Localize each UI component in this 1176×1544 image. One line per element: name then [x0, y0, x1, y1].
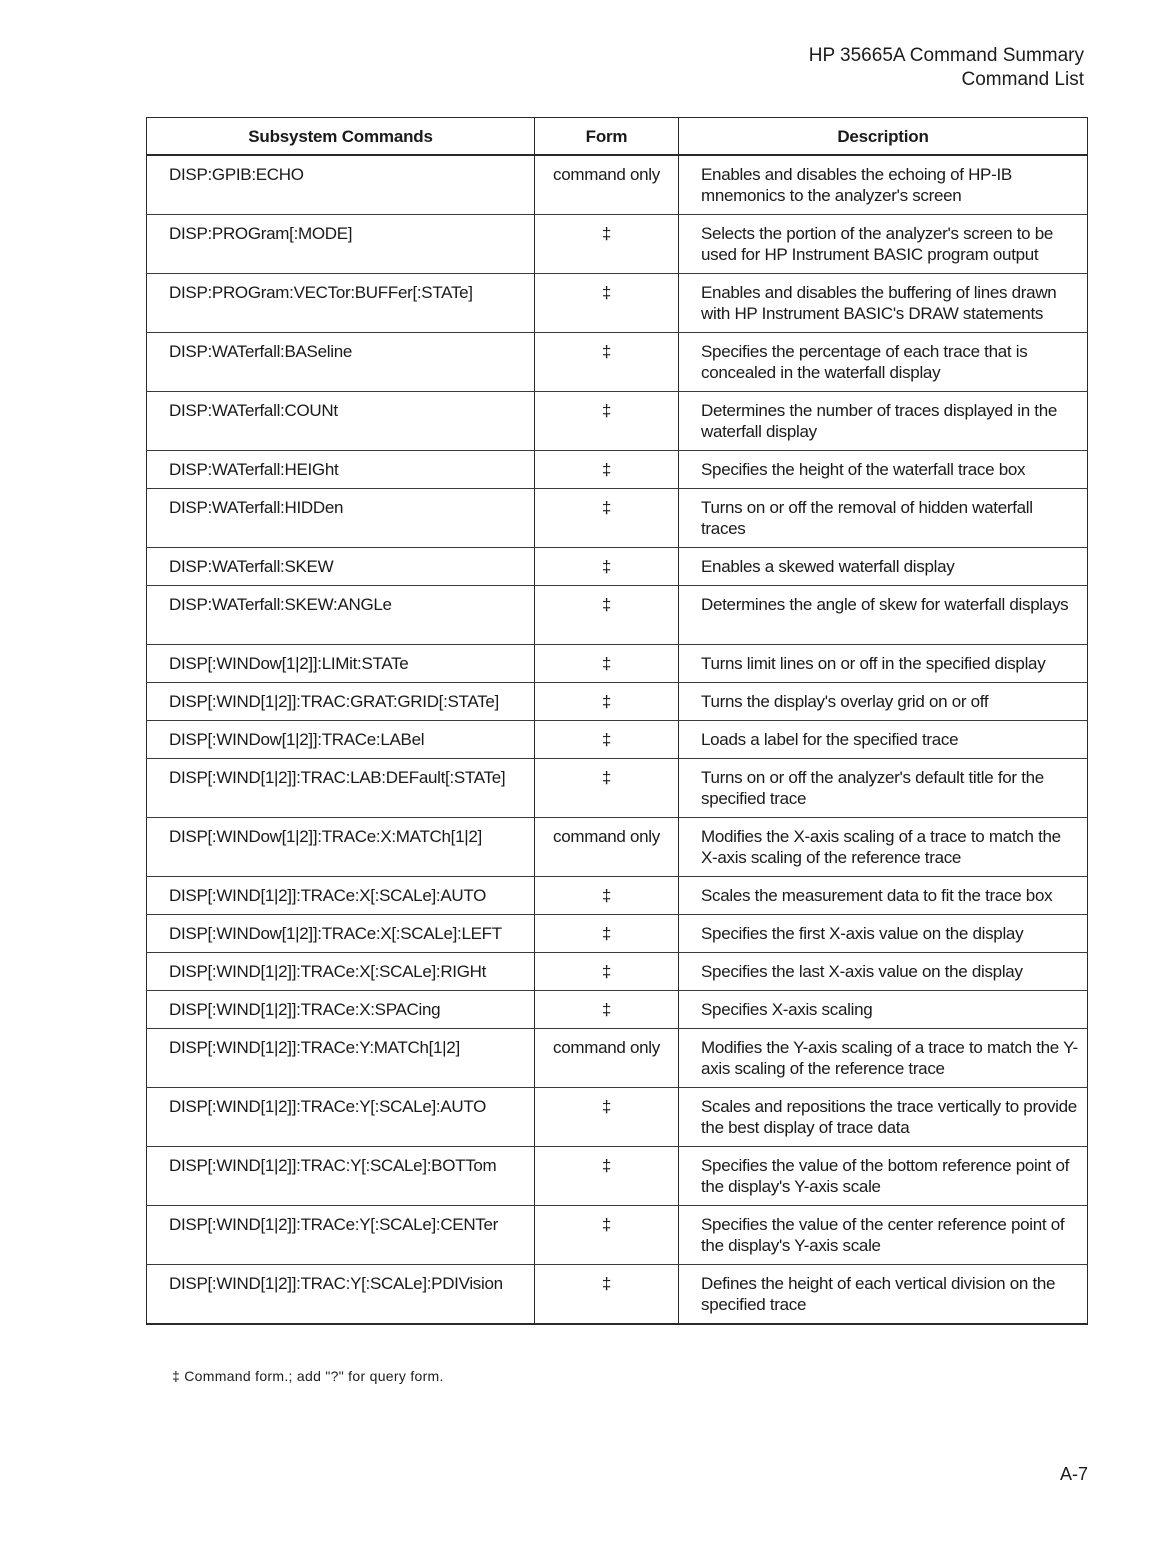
form-cell: ‡: [535, 645, 679, 683]
table-row: [147, 915, 1088, 953]
form-cell: ‡: [535, 1088, 679, 1147]
table-row: [147, 721, 1088, 759]
command-cell: DISP:WATerfall:SKEW: [147, 548, 535, 586]
column-header-description: Description: [679, 118, 1088, 156]
description-cell: Determines the angle of skew for waterfall displays: [679, 586, 1088, 645]
command-cell: DISP[:WIND[1|2]]:TRACe:Y:MATCh[1|2]: [147, 1029, 535, 1088]
form-cell: ‡: [535, 915, 679, 953]
table-row: [147, 1147, 1088, 1206]
form-cell: ‡: [535, 683, 679, 721]
form-cell: ‡: [535, 451, 679, 489]
description-cell: Turns on or off the analyzer's default title for the specified trace: [679, 759, 1088, 818]
command-cell: DISP:WATerfall:BASeline: [147, 333, 535, 392]
table-row: [147, 953, 1088, 991]
page-number: A-7: [1059, 1464, 1088, 1484]
form-cell: ‡: [535, 392, 679, 451]
description-cell: Specifies the value of the center reference point of the display's Y-axis scale: [679, 1206, 1088, 1265]
command-cell: DISP:WATerfall:COUNt: [147, 392, 535, 451]
column-header-form: Form: [535, 118, 679, 156]
command-cell: DISP[:WIND[1|2]]:TRAC:Y[:SCALe]:PDIVision: [147, 1265, 535, 1325]
command-cell: DISP:PROGram:VECTor:BUFFer[:STATe]: [147, 274, 535, 333]
form-cell: ‡: [535, 333, 679, 392]
table-row: [147, 451, 1088, 489]
table-row: [147, 991, 1088, 1029]
command-cell: DISP:PROGram[:MODE]: [147, 215, 535, 274]
description-cell: Enables a skewed waterfall display: [679, 548, 1088, 586]
form-cell: ‡: [535, 274, 679, 333]
table-row: [147, 1206, 1088, 1265]
command-cell: DISP:WATerfall:HEIGht: [147, 451, 535, 489]
command-cell: DISP:WATerfall:SKEW:ANGLe: [147, 586, 535, 645]
table-row: [147, 155, 1088, 215]
table-row: [147, 489, 1088, 548]
command-cell: DISP[:WIND[1|2]]:TRACe:X:SPACing: [147, 991, 535, 1029]
table-row: [147, 548, 1088, 586]
command-cell: DISP[:WINDow[1|2]]:TRACe:X:MATCh[1|2]: [147, 818, 535, 877]
description-cell: Turns limit lines on or off in the specified display: [679, 645, 1088, 683]
command-cell: DISP[:WIND[1|2]]:TRACe:X[:SCALe]:RIGHt: [147, 953, 535, 991]
table-row: [147, 645, 1088, 683]
description-cell: Scales and repositions the trace vertically to provide the best display of trace data: [679, 1088, 1088, 1147]
command-cell: DISP[:WIND[1|2]]:TRACe:X[:SCALe]:AUTO: [147, 877, 535, 915]
command-cell: DISP:GPIB:ECHO: [147, 155, 535, 215]
description-cell: Specifies the percentage of each trace that is concealed in the waterfall display: [679, 333, 1088, 392]
form-cell: ‡: [535, 1147, 679, 1206]
description-cell: Modifies the Y-axis scaling of a trace to match the Y-axis scaling of the reference trace: [679, 1029, 1088, 1088]
form-cell: command only: [535, 155, 679, 215]
description-cell: Selects the portion of the analyzer's screen to be used for HP Instrument BASIC program output: [679, 215, 1088, 274]
table-row: [147, 683, 1088, 721]
form-cell: ‡: [535, 586, 679, 645]
form-cell: ‡: [535, 1265, 679, 1325]
table-row: [147, 333, 1088, 392]
table-header-row: [147, 118, 1088, 156]
command-cell: DISP[:WIND[1|2]]:TRAC:LAB:DEFault[:STATe]: [147, 759, 535, 818]
description-cell: Determines the number of traces displayed in the waterfall display: [679, 392, 1088, 451]
form-cell: ‡: [535, 721, 679, 759]
description-cell: Loads a label for the specified trace: [679, 721, 1088, 759]
table-row: [147, 877, 1088, 915]
description-cell: Specifies X-axis scaling: [679, 991, 1088, 1029]
description-cell: Turns on or off the removal of hidden waterfall traces: [679, 489, 1088, 548]
command-cell: DISP[:WIND[1|2]]:TRAC:GRAT:GRID[:STATe]: [147, 683, 535, 721]
form-cell: ‡: [535, 489, 679, 548]
form-cell: ‡: [535, 953, 679, 991]
table-row: [147, 1029, 1088, 1088]
table-row: [147, 759, 1088, 818]
command-cell: DISP[:WINDow[1|2]]:TRACe:LABel: [147, 721, 535, 759]
description-cell: Turns the display's overlay grid on or off: [679, 683, 1088, 721]
command-cell: DISP[:WINDow[1|2]]:TRACe:X[:SCALe]:LEFT: [147, 915, 535, 953]
form-cell: ‡: [535, 759, 679, 818]
table-row: [147, 215, 1088, 274]
header-subtitle: Command List: [961, 69, 1084, 90]
description-cell: Enables and disables the echoing of HP-IB mnemonics to the analyzer's screen: [679, 155, 1088, 215]
description-cell: Specifies the height of the waterfall trace box: [679, 451, 1088, 489]
command-cell: DISP[:WIND[1|2]]:TRACe:Y[:SCALe]:AUTO: [147, 1088, 535, 1147]
description-cell: Scales the measurement data to fit the trace box: [679, 877, 1088, 915]
form-cell: ‡: [535, 877, 679, 915]
form-cell: ‡: [535, 548, 679, 586]
form-cell: ‡: [535, 991, 679, 1029]
command-table: [146, 117, 1088, 1325]
table-row: [147, 1088, 1088, 1147]
column-header-subsystem-commands: Subsystem Commands: [147, 118, 535, 156]
description-cell: Specifies the first X-axis value on the display: [679, 915, 1088, 953]
table-row: [147, 1265, 1088, 1325]
command-cell: DISP[:WINDow[1|2]]:LIMit:STATe: [147, 645, 535, 683]
command-cell: DISP:WATerfall:HIDDen: [147, 489, 535, 548]
description-cell: Enables and disables the buffering of lines drawn with HP Instrument BASIC's DRAW statements: [679, 274, 1088, 333]
header-title: HP 35665A Command Summary: [808, 45, 1084, 66]
description-cell: Defines the height of each vertical division on the specified trace: [679, 1265, 1088, 1325]
table-row: [147, 818, 1088, 877]
command-cell: DISP[:WIND[1|2]]:TRACe:Y[:SCALe]:CENTer: [147, 1206, 535, 1265]
description-cell: Specifies the value of the bottom reference point of the display's Y-axis scale: [679, 1147, 1088, 1206]
description-cell: Specifies the last X-axis value on the display: [679, 953, 1088, 991]
description-cell: Modifies the X-axis scaling of a trace to match the X-axis scaling of the reference trace: [679, 818, 1088, 877]
form-cell: command only: [535, 818, 679, 877]
form-cell: command only: [535, 1029, 679, 1088]
table-row: [147, 586, 1088, 645]
table-row: [147, 392, 1088, 451]
footnote: ‡ Command form.; add "?" for query form.: [172, 1368, 444, 1384]
table-row: [147, 274, 1088, 333]
page-header: [809, 44, 1084, 92]
form-cell: ‡: [535, 1206, 679, 1265]
form-cell: ‡: [535, 215, 679, 274]
command-cell: DISP[:WIND[1|2]]:TRAC:Y[:SCALe]:BOTTom: [147, 1147, 535, 1206]
